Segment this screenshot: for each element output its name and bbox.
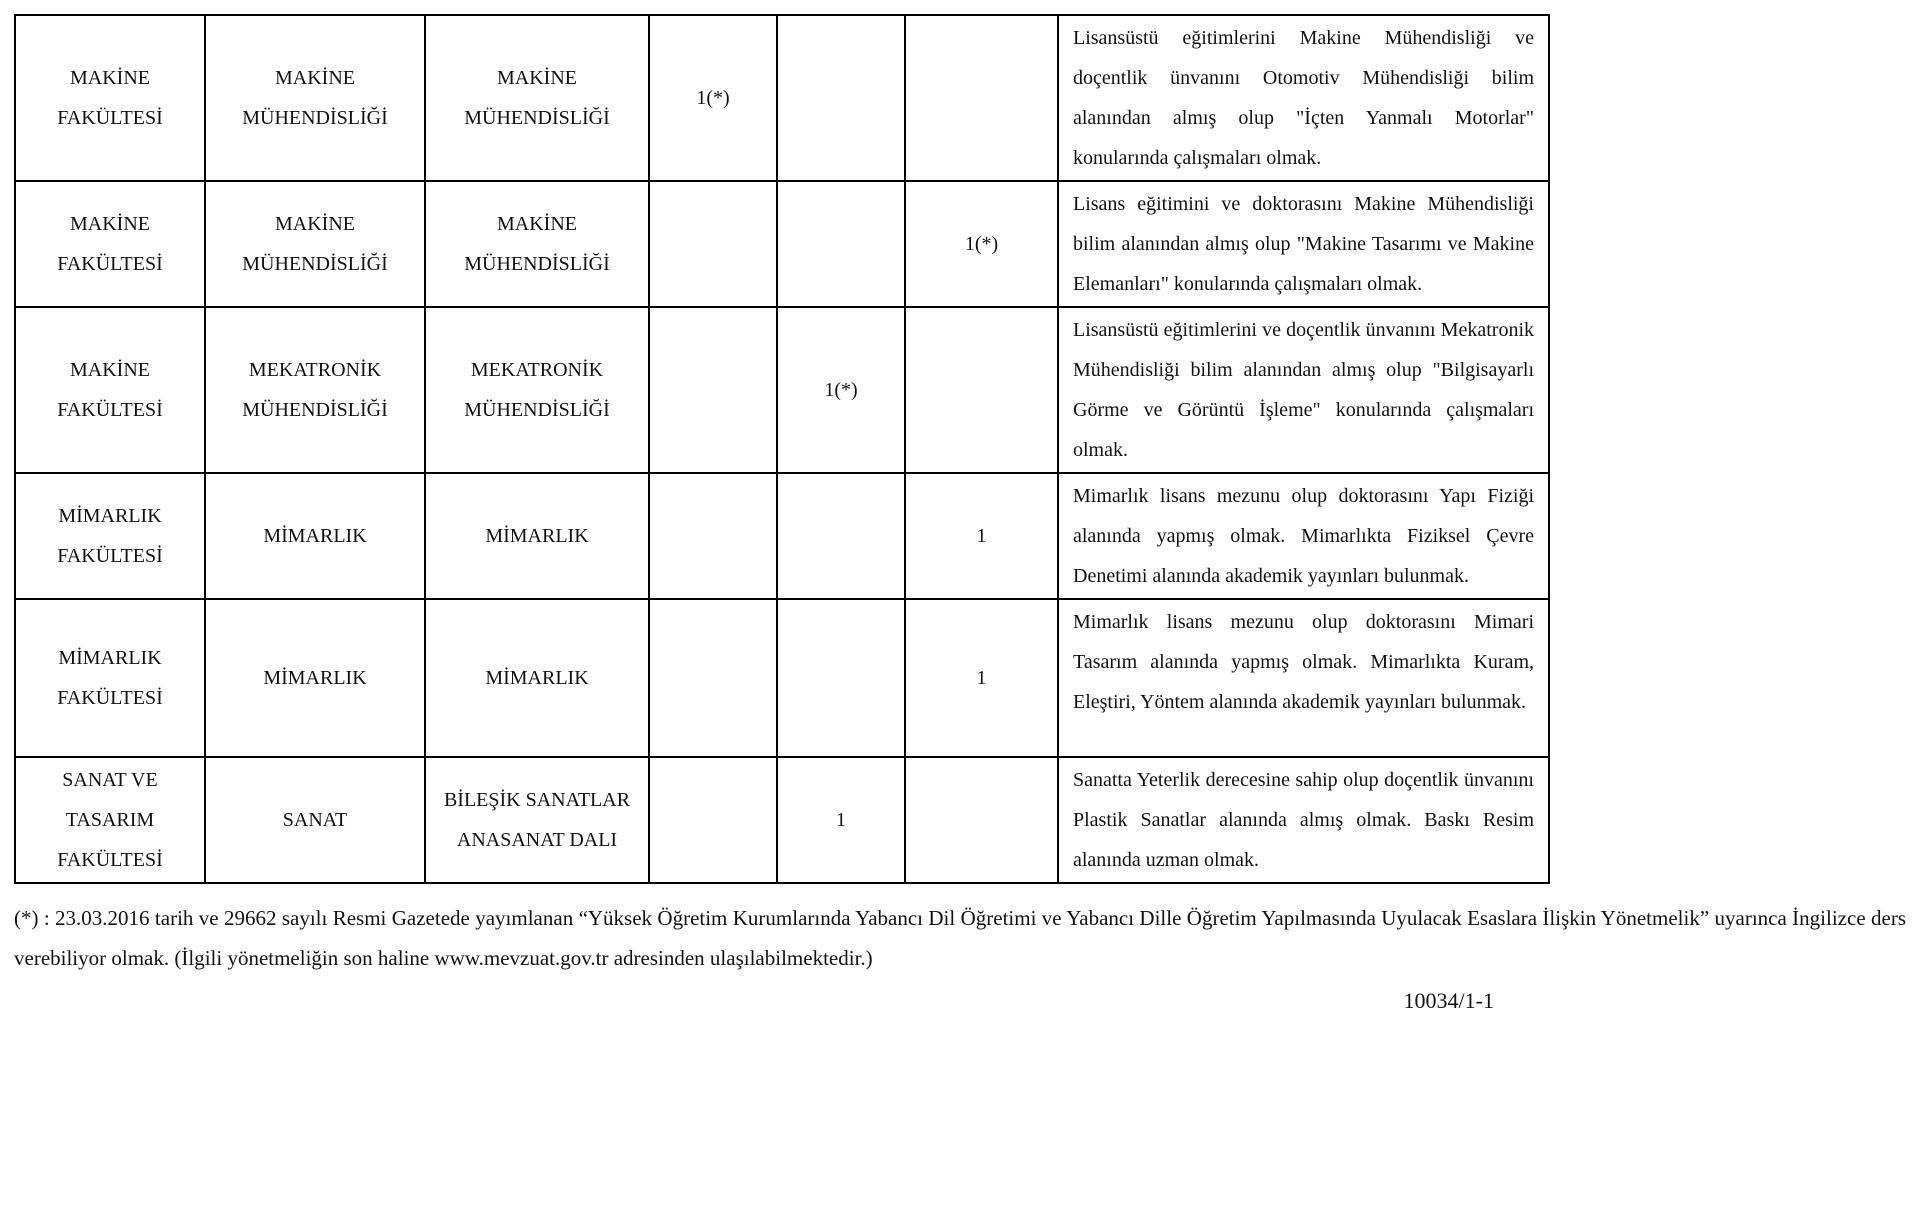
cell-faculty: MİMARLIK FAKÜLTESİ [15, 473, 205, 599]
positions-table [14, 14, 1550, 884]
cell-program: MAKİNE MÜHENDİSLİĞİ [425, 181, 649, 307]
page-number: 10034/1-1 [1403, 988, 1494, 1013]
table-row [15, 15, 1549, 181]
cell-department: MİMARLIK [205, 599, 425, 757]
cell-quota-3: 1 [905, 473, 1058, 599]
cell-quota-3 [905, 15, 1058, 181]
cell-program: MİMARLIK [425, 473, 649, 599]
cell-quota-1 [649, 599, 777, 757]
cell-description: Mimarlık lisans mezunu olup doktorasını Yapı Fiziği alanında yapmış olmak. Mimarlıkta Fiziksel Çevre Denetimi alanında akademik yayınları bulunmak. [1058, 473, 1549, 599]
cell-department: MİMARLIK [205, 473, 425, 599]
cell-description: Sanatta Yeterlik derecesine sahip olup doçentlik ünvanını Plastik Sanatlar alanında almış olmak. Baskı Resim alanında uzman olmak. [1058, 757, 1549, 883]
cell-program: BİLEŞİK SANATLAR ANASANAT DALI [425, 757, 649, 883]
cell-quota-1: 1(*) [649, 15, 777, 181]
cell-program: MEKATRONİK MÜHENDİSLİĞİ [425, 307, 649, 473]
table-row [15, 599, 1549, 757]
cell-faculty: MAKİNE FAKÜLTESİ [15, 307, 205, 473]
table-row [15, 307, 1549, 473]
table-row [15, 181, 1549, 307]
cell-quota-2 [777, 599, 905, 757]
cell-quota-3: 1(*) [905, 181, 1058, 307]
cell-department: MEKATRONİK MÜHENDİSLİĞİ [205, 307, 425, 473]
cell-program: MİMARLIK [425, 599, 649, 757]
cell-department: MAKİNE MÜHENDİSLİĞİ [205, 181, 425, 307]
cell-quota-2: 1(*) [777, 307, 905, 473]
cell-quota-3: 1 [905, 599, 1058, 757]
cell-quota-2: 1 [777, 757, 905, 883]
cell-quota-3 [905, 757, 1058, 883]
cell-quota-1 [649, 757, 777, 883]
cell-quota-3 [905, 307, 1058, 473]
cell-department: SANAT [205, 757, 425, 883]
cell-quota-1 [649, 473, 777, 599]
cell-program: MAKİNE MÜHENDİSLİĞİ [425, 15, 649, 181]
table-row [15, 757, 1549, 883]
cell-description: Lisans eğitimini ve doktorasını Makine Mühendisliği bilim alanından almış olup "Makine Tasarımı ve Makine Elemanları" konularında çalışmaları olmak. [1058, 181, 1549, 307]
cell-faculty: MAKİNE FAKÜLTESİ [15, 181, 205, 307]
cell-quota-2 [777, 473, 905, 599]
cell-description: Lisansüstü eğitimlerini Makine Mühendisliği ve doçentlik ünvanını Otomotiv Mühendisliği bilim alanından almış olup "İçten Yanmalı Motorlar" konularında çalışmaları olmak. [1058, 15, 1549, 181]
cell-faculty: MİMARLIK FAKÜLTESİ [15, 599, 205, 757]
footnote-text: (*) : 23.03.2016 tarih ve 29662 sayılı Resmi Gazetede yayımlanan “Yüksek Öğretim Kurumlarında Yabancı Dil Öğretimi ve Yabancı Dille Öğretim Yapılmasında Uyulacak Esaslara İlişkin Yönetmelik” uyarınca İngilizce ders verebiliyor olmak. (İlgili yönetmeliğin son haline www.mevzuat.gov.tr adresinden ulaşılabilmektedir.) [14, 906, 1906, 970]
cell-faculty: MAKİNE FAKÜLTESİ [15, 15, 205, 181]
cell-department: MAKİNE MÜHENDİSLİĞİ [205, 15, 425, 181]
cell-faculty: SANAT VE TASARIM FAKÜLTESİ [15, 757, 205, 883]
cell-description: Mimarlık lisans mezunu olup doktorasını Mimari Tasarım alanında yapmış olmak. Mimarlıkta Kuram, Eleştiri, Yöntem alanında akademik yayınları bulunmak. [1058, 599, 1549, 757]
cell-quota-2 [777, 15, 905, 181]
cell-quota-2 [777, 181, 905, 307]
cell-quota-1 [649, 307, 777, 473]
table-row [15, 473, 1549, 599]
cell-description: Lisansüstü eğitimlerini ve doçentlik ünvanını Mekatronik Mühendisliği bilim alanından almış olup "Bilgisayarlı Görme ve Görüntü İşleme" konularında çalışmaları olmak. [1058, 307, 1549, 473]
cell-quota-1 [649, 181, 777, 307]
